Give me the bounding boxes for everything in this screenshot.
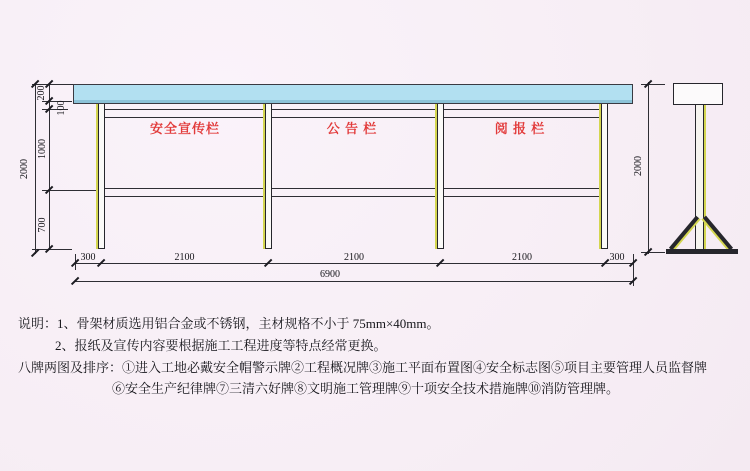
side-view-brace-right <box>703 216 733 251</box>
front-post-4 <box>601 103 608 249</box>
panel-label-notice-board: 公 告 栏 <box>326 121 378 136</box>
note-line-2: 2、报纸及宣传内容要根据施工工程进度等特点经常更换。 <box>55 338 387 353</box>
canopy-roof <box>73 84 633 104</box>
dim-line-bottom-overall <box>75 281 633 282</box>
note-line-3: 八牌两图及排序：①进入工地必戴安全帽警示牌②工程概况牌③施工平面布置图④安全标志图⑤项目主要管理人员监督牌 <box>18 360 708 375</box>
panel-label-safety-publicity: 安全宣传栏 <box>149 121 220 136</box>
middle-rail <box>104 188 603 197</box>
dim-label-side-2000: 2000 <box>633 156 644 176</box>
side-view-board <box>673 83 723 105</box>
dim-label-left-2000: 2000 <box>19 159 30 179</box>
side-view-post <box>695 105 704 249</box>
dim-line-side-2000 <box>648 82 649 254</box>
dim-label-1000: 1000 <box>37 139 48 159</box>
dim-label-300-left: 300 <box>80 252 96 263</box>
top-rail <box>104 109 603 118</box>
dim-label-300-right: 300 <box>609 252 625 263</box>
canopy-edge-strip <box>74 100 632 103</box>
side-view-base-plate <box>666 249 738 254</box>
ext-line <box>42 190 99 191</box>
note-line-1: 说明：1、骨架材质选用铝合金或不锈钢，主材规格不小于 75mm×40mm。 <box>18 316 440 331</box>
dim-label-100: 100 <box>56 100 67 116</box>
dim-line-left-overall <box>35 84 36 254</box>
note-line-4: ⑥安全生产纪律牌⑦三清六好牌⑧文明施工管理牌⑨十项安全技术措施牌⑩消防管理牌。 <box>112 381 620 396</box>
panel-label-newspaper-board: 阅 报 栏 <box>494 121 546 136</box>
dim-label-2100-bay2: 2100 <box>344 252 364 263</box>
dim-label-2100-bay3: 2100 <box>512 252 532 263</box>
dim-label-700: 700 <box>37 217 48 233</box>
dim-label-6900: 6900 <box>320 269 340 280</box>
dim-label-2100-bay1: 2100 <box>174 252 195 263</box>
dim-line-bottom-segments <box>75 263 633 264</box>
dim-label-200: 200 <box>36 85 47 101</box>
